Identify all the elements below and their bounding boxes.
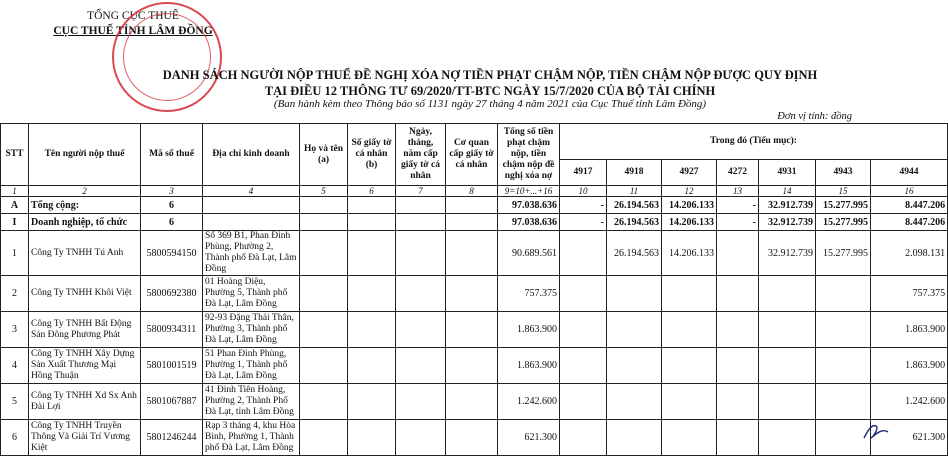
org-parent: TỔNG CỤC THUẾ <box>87 10 179 22</box>
index-cell: 10 <box>560 186 607 197</box>
table-cell <box>300 384 348 420</box>
table-cell: 4 <box>1 348 29 384</box>
table-cell <box>446 420 498 456</box>
table-cell <box>607 420 662 456</box>
total-row <box>1 197 948 214</box>
table-cell <box>717 420 759 456</box>
table-cell: 1.863.900 <box>871 348 948 384</box>
unit-note: Đơn vị tính: đồng <box>777 111 852 122</box>
table-cell: 5800934311 <box>141 312 203 348</box>
col-sub-4272: 4272 <box>717 160 759 186</box>
table-cell: A <box>1 197 29 214</box>
table-cell: 621.300 <box>871 420 948 456</box>
table-cell: 1 <box>1 231 29 276</box>
table-cell: 15.277.995 <box>816 214 871 231</box>
table-cell <box>607 276 662 312</box>
table-cell: 1.242.600 <box>498 384 560 420</box>
table-cell <box>300 348 348 384</box>
col-full-name: Họ và tên (a) <box>300 124 348 186</box>
col-id-issuer: Cơ quan cấp giấy tờ cá nhân <box>446 124 498 186</box>
table-cell <box>396 420 446 456</box>
table-cell: Tổng cộng: <box>29 197 141 214</box>
table-cell <box>300 312 348 348</box>
table-cell: - <box>560 214 607 231</box>
table-cell: Rạp 3 tháng 4, khu Hòa Bình, Phường 1, Thành phố Đà Lạt, Lâm Đồng <box>203 420 300 456</box>
table-cell: 5 <box>1 384 29 420</box>
table-cell: 3 <box>1 312 29 348</box>
table-cell <box>717 384 759 420</box>
table-cell: 51 Phan Đình Phùng, Phường 1, Thành phố Đà Lạt, Lâm Đồng <box>203 348 300 384</box>
index-cell: 6 <box>348 186 396 197</box>
table-cell <box>348 420 396 456</box>
table-cell <box>348 348 396 384</box>
table-cell: 8.447.206 <box>871 197 948 214</box>
col-tax-code: Mã số thuế <box>141 124 203 186</box>
index-cell: 14 <box>759 186 816 197</box>
table-cell: Công Ty TNHH Bất Động Sản Đông Phương Phát <box>29 312 141 348</box>
col-sub-4917: 4917 <box>560 160 607 186</box>
table-cell <box>348 312 396 348</box>
table-cell: 97.038.636 <box>498 214 560 231</box>
table-cell: 92-93 Đặng Thái Thân, Phường 3, Thành phố Đà Lạt, Lâm Đồng <box>203 312 300 348</box>
table-cell: 14.206.133 <box>662 214 717 231</box>
table-cell <box>717 276 759 312</box>
table-cell: 15.277.995 <box>816 231 871 276</box>
table-cell: - <box>717 197 759 214</box>
table-cell: 41 Đinh Tiên Hoàng, Phường 2, Thành Phố Đà Lạt, tỉnh Lâm Đồng <box>203 384 300 420</box>
col-name: Tên người nộp thuế <box>29 124 141 186</box>
col-address: Địa chỉ kinh doanh <box>203 124 300 186</box>
table-cell: 2.098.131 <box>871 231 948 276</box>
table-cell: 8.447.206 <box>871 214 948 231</box>
table-cell <box>607 312 662 348</box>
table-cell <box>560 384 607 420</box>
table-cell <box>396 348 446 384</box>
table-cell <box>662 420 717 456</box>
table-cell <box>348 197 396 214</box>
table-row <box>1 231 948 276</box>
table-cell <box>607 348 662 384</box>
table-cell <box>759 312 816 348</box>
table-cell: 01 Hoàng Diệu, Phường 5, Thành phố Đà Lạt, Lâm Đồng <box>203 276 300 312</box>
index-cell: 16 <box>871 186 948 197</box>
table-cell: 5801067887 <box>141 384 203 420</box>
table-cell <box>300 276 348 312</box>
col-sub-4918: 4918 <box>607 160 662 186</box>
table-cell <box>560 276 607 312</box>
table-cell <box>560 312 607 348</box>
table-cell <box>396 231 446 276</box>
table-cell: 1.863.900 <box>871 312 948 348</box>
table-cell <box>203 197 300 214</box>
table-cell <box>816 276 871 312</box>
table-cell: Số 369 B1, Phan Đình Phùng, Phường 2, Thành phố Đà Lạt, Lâm Đồng <box>203 231 300 276</box>
table-cell: 6 <box>1 420 29 456</box>
table-cell <box>759 420 816 456</box>
org-name: CỤC THUẾ TỈNH LÂM ĐỒNG <box>53 25 213 37</box>
table-cell: 14.206.133 <box>662 197 717 214</box>
table-cell <box>607 384 662 420</box>
signature-mark <box>862 420 890 442</box>
table-cell <box>396 276 446 312</box>
col-total: Tổng số tiền phạt chậm nộp, tiền chậm nộp đề nghị xóa nợ <box>498 124 560 186</box>
index-cell: 15 <box>816 186 871 197</box>
table-cell <box>203 214 300 231</box>
index-cell: 1 <box>1 186 29 197</box>
table-cell: 5801001519 <box>141 348 203 384</box>
table-cell: I <box>1 214 29 231</box>
table-cell: 26.194.563 <box>607 197 662 214</box>
table-cell <box>560 231 607 276</box>
col-sub-4944: 4944 <box>871 160 948 186</box>
table-cell: Công Ty TNHH Khôi Việt <box>29 276 141 312</box>
table-row <box>1 348 948 384</box>
table-cell <box>446 348 498 384</box>
table-cell: 6 <box>141 214 203 231</box>
table-row <box>1 312 948 348</box>
table-cell: 1.863.900 <box>498 348 560 384</box>
table-cell: 14.206.133 <box>662 231 717 276</box>
index-cell: 7 <box>396 186 446 197</box>
table-cell: 1.242.600 <box>871 384 948 420</box>
table-cell: 6 <box>141 197 203 214</box>
table-cell: Công Ty TNHH Xd Sx Anh Đài Lợi <box>29 384 141 420</box>
table-cell <box>560 348 607 384</box>
table-cell: 1.863.900 <box>498 312 560 348</box>
col-id-number: Số giấy tờ cá nhân (b) <box>348 124 396 186</box>
table-cell <box>300 420 348 456</box>
table-cell <box>446 197 498 214</box>
index-cell: 11 <box>607 186 662 197</box>
table-cell <box>396 312 446 348</box>
index-cell: 5 <box>300 186 348 197</box>
table-cell <box>662 348 717 384</box>
table-cell <box>396 197 446 214</box>
table-cell <box>446 214 498 231</box>
table-cell: 5800692380 <box>141 276 203 312</box>
col-sub-4943: 4943 <box>816 160 871 186</box>
table-cell <box>446 312 498 348</box>
index-cell: 13 <box>717 186 759 197</box>
table-cell: Công Ty TNHH Tú Anh <box>29 231 141 276</box>
index-cell: 8 <box>446 186 498 197</box>
table-cell <box>300 231 348 276</box>
table-cell: 757.375 <box>871 276 948 312</box>
table-cell <box>759 276 816 312</box>
table-cell <box>348 214 396 231</box>
table-cell <box>717 348 759 384</box>
index-cell: 4 <box>203 186 300 197</box>
table-row <box>1 384 948 420</box>
table-cell <box>446 276 498 312</box>
group-row <box>1 214 948 231</box>
table-cell <box>396 214 446 231</box>
table-cell <box>348 231 396 276</box>
debt-table <box>0 123 948 456</box>
table-cell <box>396 384 446 420</box>
table-cell: Công Ty TNHH Xây Dựng Sản Xuất Thương Mại Hồng Thuận <box>29 348 141 384</box>
table-cell <box>816 312 871 348</box>
table-cell: - <box>560 197 607 214</box>
table-cell: Doanh nghiệp, tổ chức <box>29 214 141 231</box>
table-cell <box>816 384 871 420</box>
index-cell: 2 <box>29 186 141 197</box>
table-cell <box>300 214 348 231</box>
index-cell: 9=10+...+16 <box>498 186 560 197</box>
table-cell <box>662 312 717 348</box>
table-cell: 32.912.739 <box>759 214 816 231</box>
col-id-date: Ngày, tháng, năm cấp giấy tờ cá nhân <box>396 124 446 186</box>
table-cell: 32.912.739 <box>759 231 816 276</box>
table-row <box>1 276 948 312</box>
table-cell: 5801246244 <box>141 420 203 456</box>
table-cell: Công Ty TNHH Truyền Thông Và Giải Trí Vương Kiệt <box>29 420 141 456</box>
index-cell: 12 <box>662 186 717 197</box>
table-cell: 757.375 <box>498 276 560 312</box>
table-cell <box>759 384 816 420</box>
table-cell: 15.277.995 <box>816 197 871 214</box>
column-index-row <box>1 186 948 197</box>
document-title-line1: DANH SÁCH NGƯỜI NỘP THUẾ ĐỀ NGHỊ XÓA NỢ TIỀN PHẠT CHẬM NỘP, TIỀN CHẬM NỘP ĐƯỢC QUY ĐỊNH <box>162 68 818 82</box>
table-cell: 97.038.636 <box>498 197 560 214</box>
table-cell <box>662 384 717 420</box>
index-cell: 3 <box>141 186 203 197</box>
table-cell <box>662 276 717 312</box>
table-cell <box>300 197 348 214</box>
table-cell <box>446 384 498 420</box>
col-stt: STT <box>1 124 29 186</box>
table-cell <box>717 231 759 276</box>
table-row <box>1 420 948 456</box>
col-sub-4927: 4927 <box>662 160 717 186</box>
document-subtitle: (Ban hành kèm theo Thông báo số 1131 ngày 27 tháng 4 năm 2021 của Cục Thuế tỉnh Lâm Đồng) <box>273 98 707 110</box>
table-cell: 32.912.739 <box>759 197 816 214</box>
table-cell <box>560 420 607 456</box>
table-cell: - <box>717 214 759 231</box>
table-cell: 26.194.563 <box>607 214 662 231</box>
table-cell <box>348 276 396 312</box>
table-cell: 2 <box>1 276 29 312</box>
table-cell <box>717 312 759 348</box>
table-cell <box>759 348 816 384</box>
table-cell: 621.300 <box>498 420 560 456</box>
table-cell: 90.689.561 <box>498 231 560 276</box>
col-detail-group: Trong đó (Tiểu mục): <box>560 124 948 160</box>
table-cell <box>816 348 871 384</box>
table-cell <box>446 231 498 276</box>
col-sub-4931: 4931 <box>759 160 816 186</box>
document-title-line2: TẠI ĐIỀU 12 THÔNG TƯ 69/2020/TT-BTC NGÀY 15/7/2020 CỦA BỘ TÀI CHÍNH <box>264 84 716 98</box>
table-cell: 26.194.563 <box>607 231 662 276</box>
table-cell: 5800594150 <box>141 231 203 276</box>
table-cell <box>348 384 396 420</box>
